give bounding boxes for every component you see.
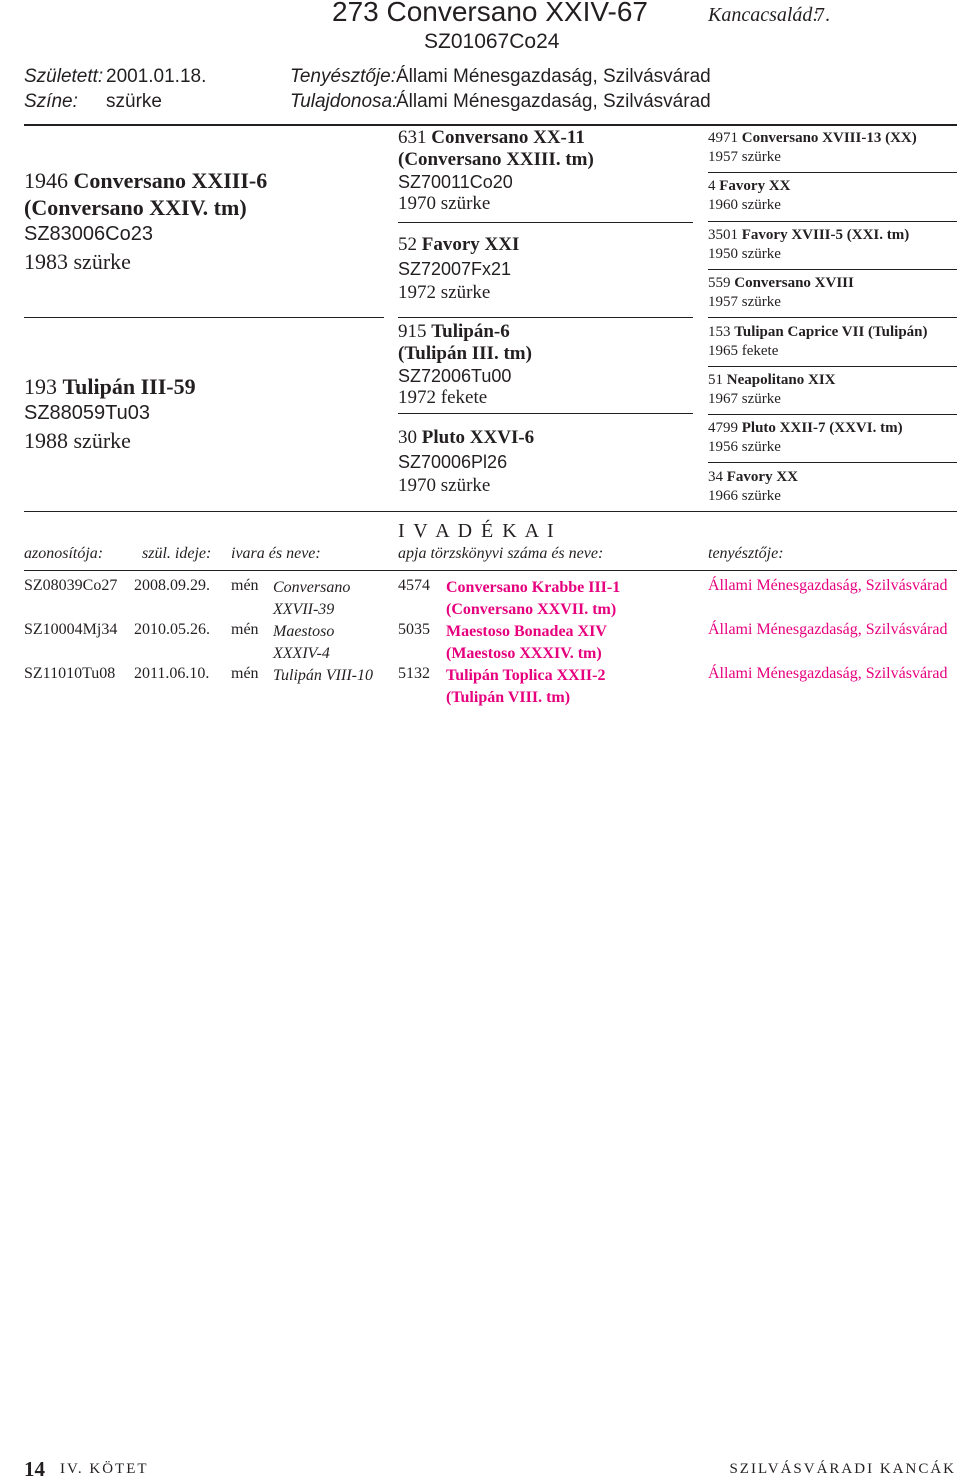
ggp-half-divider xyxy=(708,317,957,318)
ggp-year-color: 1957 szürke xyxy=(708,294,781,310)
sire-tm: (Conversano XXIV. tm) xyxy=(24,195,247,220)
offspring-name-line2: XXVII-39 xyxy=(273,601,335,618)
born-label: Született: xyxy=(24,66,104,87)
ggp-divider xyxy=(708,366,957,367)
offspring-sex: mén xyxy=(231,577,259,594)
offspring-name xyxy=(273,621,334,665)
ggp-divider xyxy=(708,462,957,463)
gp-divider xyxy=(398,413,693,414)
offspring-sire-name xyxy=(446,621,607,665)
col-header-born: szül. ideje: xyxy=(142,545,212,562)
gp-year-color: 1970 szürke xyxy=(398,193,491,214)
ggp-name: Conversano XVIII xyxy=(734,275,854,291)
offspring-born: 2010.05.26. xyxy=(134,621,210,638)
family-value: 7. xyxy=(815,4,830,26)
ggp-1 xyxy=(708,129,917,167)
gp-half-divider xyxy=(398,317,693,318)
color-label: Színe: xyxy=(24,91,78,112)
ggp-number: 3501 xyxy=(708,227,738,243)
born-value: 2001.01.18. xyxy=(106,66,207,87)
offspring-id: SZ08039Co27 xyxy=(24,577,118,594)
ggp-name: Favory XX xyxy=(719,178,791,194)
gp-number: 915 xyxy=(398,321,427,342)
offspring-sire-name xyxy=(446,577,620,621)
ggp-3 xyxy=(708,226,909,264)
horse-title: 273 Conversano XXIV-67 xyxy=(332,0,648,27)
offspring-name xyxy=(273,665,373,687)
ggp-number: 51 xyxy=(708,372,723,388)
offspring-sire-name-line1: Maestoso Bonadea XIV xyxy=(446,623,607,640)
volume-label: IV. KÖTET xyxy=(60,1461,149,1477)
col-header-sire: apja törzskönyvi száma és neve: xyxy=(398,545,604,562)
gp-year-color: 1970 szürke xyxy=(398,475,491,496)
ggp-number: 4 xyxy=(708,178,716,194)
offspring-sire-number: 5132 xyxy=(398,665,430,682)
offspring-breeder: Állami Ménesgazdaság, Szilvásvárad xyxy=(708,621,948,638)
owner-label: Tulajdonosa: xyxy=(290,91,398,112)
offspring-name xyxy=(273,577,350,621)
section-label: SZILVÁSVÁRADI KANCÁK xyxy=(729,1461,956,1477)
grandparent-4 xyxy=(398,426,534,498)
gp-reg: SZ70006Pl26 xyxy=(398,452,508,472)
ggp-7 xyxy=(708,419,903,457)
offspring-breeder: Állami Ménesgazdaság, Szilvásvárad xyxy=(708,665,948,682)
ggp-5 xyxy=(708,323,928,361)
gp-name: Conversano XX-11 xyxy=(431,127,585,148)
ggp-name: Pluto XXII-7 (XXVI. tm) xyxy=(741,420,903,436)
gp-name: Favory XXI xyxy=(421,234,520,255)
dam-reg: SZ88059Tu03 xyxy=(24,402,151,424)
offspring-header-divider xyxy=(24,570,957,571)
dam-number: 193 xyxy=(24,374,57,399)
header-divider xyxy=(24,124,957,126)
sire-block xyxy=(24,167,267,275)
ggp-divider xyxy=(708,221,957,222)
offspring-sire-name-line2: (Tulipán VIII. tm) xyxy=(446,689,571,706)
ggp-number: 559 xyxy=(708,275,731,291)
offspring-sire-name-line2: (Conversano XXVII. tm) xyxy=(446,601,617,618)
offspring-section-title: I V A D É K A I xyxy=(398,520,556,542)
sire-year-color: 1983 szürke xyxy=(24,249,131,274)
ggp-year-color: 1956 szürke xyxy=(708,439,781,455)
ggp-year-color: 1965 fekete xyxy=(708,343,779,359)
ggp-name: Conversano XVIII-13 (XX) xyxy=(741,130,917,146)
offspring-born: 2008.09.29. xyxy=(134,577,210,594)
parents-divider xyxy=(24,317,384,318)
ggp-name: Tulipan Caprice VII (Tulipán) xyxy=(734,324,928,340)
col-header-breeder: tenyésztője: xyxy=(708,545,784,562)
page-number: 14 xyxy=(24,1457,45,1481)
breeder-label: Tenyésztője: xyxy=(290,66,396,87)
ggp-2 xyxy=(708,177,791,215)
ggp-6 xyxy=(708,371,836,409)
offspring-sex: mén xyxy=(231,665,259,682)
offspring-sex: mén xyxy=(231,621,259,638)
gp-number: 30 xyxy=(398,427,417,448)
ggp-divider xyxy=(708,172,957,173)
grandparent-1 xyxy=(398,127,594,215)
offspring-id: SZ10004Mj34 xyxy=(24,621,118,638)
offspring-breeder: Állami Ménesgazdaság, Szilvásvárad xyxy=(708,577,948,594)
col-header-id: azonosítója: xyxy=(24,545,104,562)
grandparent-3 xyxy=(398,321,532,409)
offspring-id: SZ11010Tu08 xyxy=(24,665,116,682)
gp-reg: SZ70011Co20 xyxy=(398,172,513,192)
family-label: Kancacsalád: xyxy=(708,4,820,26)
sire-number: 1946 xyxy=(24,168,68,193)
ggp-number: 4971 xyxy=(708,130,738,146)
offspring-sire-name-line1: Tulipán Toplica XXII-2 xyxy=(446,667,606,684)
ggp-name: Favory XX xyxy=(726,469,798,485)
grandparent-2 xyxy=(398,233,519,305)
ggp-year-color: 1960 szürke xyxy=(708,197,781,213)
ggp-year-color: 1966 szürke xyxy=(708,488,781,504)
dam-name: Tulipán III-59 xyxy=(62,374,196,399)
gp-name: Pluto XXVI-6 xyxy=(421,427,535,448)
gp-year-color: 1972 szürke xyxy=(398,282,491,303)
ggp-4 xyxy=(708,274,854,312)
color-value: szürke xyxy=(106,91,162,112)
ggp-year-color: 1950 szürke xyxy=(708,246,781,262)
breeder-value: Állami Ménesgazdaság, Szilvásvárad xyxy=(396,66,711,87)
gp-tm: (Tulipán III. tm) xyxy=(398,343,532,364)
ggp-year-color: 1967 szürke xyxy=(708,391,781,407)
ggp-divider xyxy=(708,269,957,270)
offspring-sire-name-line1: Conversano Krabbe III-1 xyxy=(446,579,621,596)
gp-tm: (Conversano XXIII. tm) xyxy=(398,149,594,170)
ggp-divider xyxy=(708,414,957,415)
offspring-born: 2011.06.10. xyxy=(134,665,210,682)
owner-value: Állami Ménesgazdaság, Szilvásvárad xyxy=(396,91,711,112)
gp-number: 52 xyxy=(398,234,417,255)
col-header-sex-name: ivara és neve: xyxy=(231,545,321,562)
pedigree-bottom-divider xyxy=(24,511,957,512)
offspring-name-line1: Tulipán VIII-10 xyxy=(273,667,373,684)
ggp-number: 153 xyxy=(708,324,731,340)
offspring-name-line2: XXXIV-4 xyxy=(273,645,330,662)
dam-block xyxy=(24,373,196,454)
ggp-name: Favory XVIII-5 (XXI. tm) xyxy=(741,227,910,243)
offspring-sire-number: 5035 xyxy=(398,621,430,638)
gp-year-color: 1972 fekete xyxy=(398,387,488,408)
ggp-name: Neapolitano XIX xyxy=(726,372,836,388)
offspring-name-line1: Maestoso xyxy=(273,623,335,640)
offspring-sire-number: 4574 xyxy=(398,577,430,594)
horse-reg-number: SZ01067Co24 xyxy=(424,30,560,53)
ggp-year-color: 1957 szürke xyxy=(708,149,781,165)
offspring-name-line1: Conversano xyxy=(273,579,351,596)
gp-number: 631 xyxy=(398,127,427,148)
dam-year-color: 1988 szürke xyxy=(24,428,131,453)
offspring-sire-name xyxy=(446,665,605,709)
gp-name: Tulipán-6 xyxy=(431,321,510,342)
ggp-number: 4799 xyxy=(708,420,738,436)
offspring-sire-name-line2: (Maestoso XXXIV. tm) xyxy=(446,645,602,662)
gp-reg: SZ72007Fx21 xyxy=(398,259,512,279)
ggp-8 xyxy=(708,468,798,506)
gp-reg: SZ72006Tu00 xyxy=(398,366,512,386)
gp-divider xyxy=(398,222,693,223)
ggp-number: 34 xyxy=(708,469,723,485)
sire-reg: SZ83006Co23 xyxy=(24,223,153,245)
sire-name: Conversano XXIII-6 xyxy=(73,168,268,193)
